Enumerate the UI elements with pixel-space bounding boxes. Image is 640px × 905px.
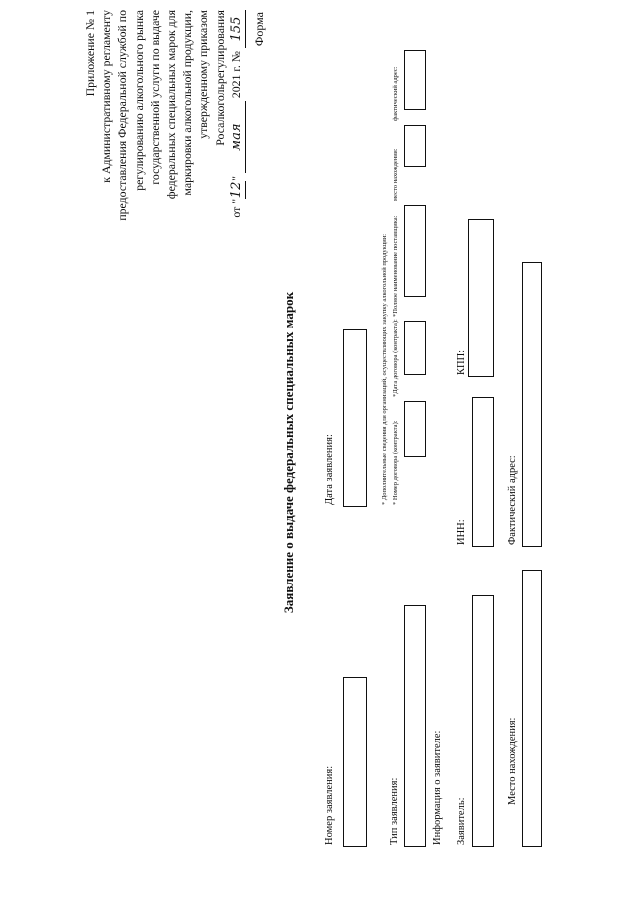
applicant-label: Заявитель:: [456, 797, 467, 845]
appendix-line: к Административному регламенту: [99, 10, 114, 183]
appendix-line: регулированию алкогольного рынка: [131, 10, 146, 191]
applicant-field[interactable]: [472, 595, 494, 847]
supplier-actual-address-field[interactable]: [404, 50, 426, 110]
application-type-label: Тип заявления:: [389, 777, 400, 845]
supplier-location-field[interactable]: [404, 125, 426, 167]
kpp-label: КПП:: [456, 349, 467, 375]
location-field[interactable]: [522, 570, 542, 847]
appendix-header: [82, 10, 246, 240]
inn-field[interactable]: [472, 397, 494, 547]
appendix-line: маркировки алкогольной продукции,: [180, 10, 195, 196]
appendix-line: утвержденному приказом: [196, 10, 211, 139]
appendix-line: федеральных специальных марок для: [164, 10, 179, 200]
application-date-field[interactable]: [343, 329, 367, 507]
appendix-line: государственной услуги по выдаче: [147, 10, 162, 185]
order-day: 12: [229, 181, 246, 199]
application-type-field[interactable]: [404, 605, 426, 847]
inn-label: ИНН:: [456, 519, 467, 545]
page-title: Заявление о выдаче федеральных специальных марок: [281, 291, 296, 614]
supplier-actual-address-label: фактический адрес:: [392, 66, 399, 121]
application-number-field[interactable]: [343, 677, 367, 847]
appendix-line: Росалкогольрегулирования: [212, 10, 227, 146]
applicant-info-heading: Информация о заявителе:: [432, 730, 443, 845]
order-year: 2021 г. №: [228, 50, 243, 99]
actual-address-label: Фактический адрес:: [507, 455, 518, 545]
actual-address-field[interactable]: [522, 262, 542, 547]
supplier-name-field[interactable]: [404, 205, 426, 297]
contract-number-field[interactable]: [404, 401, 426, 457]
contract-date-label: *Дата договора (контракта):: [392, 319, 399, 397]
application-number-label: Номер заявления:: [324, 765, 335, 845]
location-label: Место нахождения:: [507, 717, 518, 805]
additional-info-label: * Дополнительные сведения для организаций, осуществляющих закупку алкогольной продукции:: [381, 233, 388, 505]
date-prefix: от ": [228, 198, 243, 218]
form-label: Форма: [252, 12, 266, 47]
date-sep: ": [228, 176, 243, 181]
appendix-line: предоставления Федеральной службой по: [115, 10, 130, 221]
contract-number-label: * Номер договора (контракта):: [392, 420, 399, 505]
order-number: 155: [229, 10, 246, 48]
contract-date-field[interactable]: [404, 321, 426, 375]
order-date-line: [228, 10, 246, 240]
order-month: мая: [229, 101, 246, 173]
application-date-label: Дата заявления:: [324, 434, 335, 505]
appendix-number: Приложение № 1: [83, 10, 97, 97]
supplier-name-label: *Полное наименование поставщика:: [392, 215, 399, 317]
supplier-location-label: место нахождения:: [392, 148, 399, 201]
kpp-field[interactable]: [468, 219, 494, 377]
